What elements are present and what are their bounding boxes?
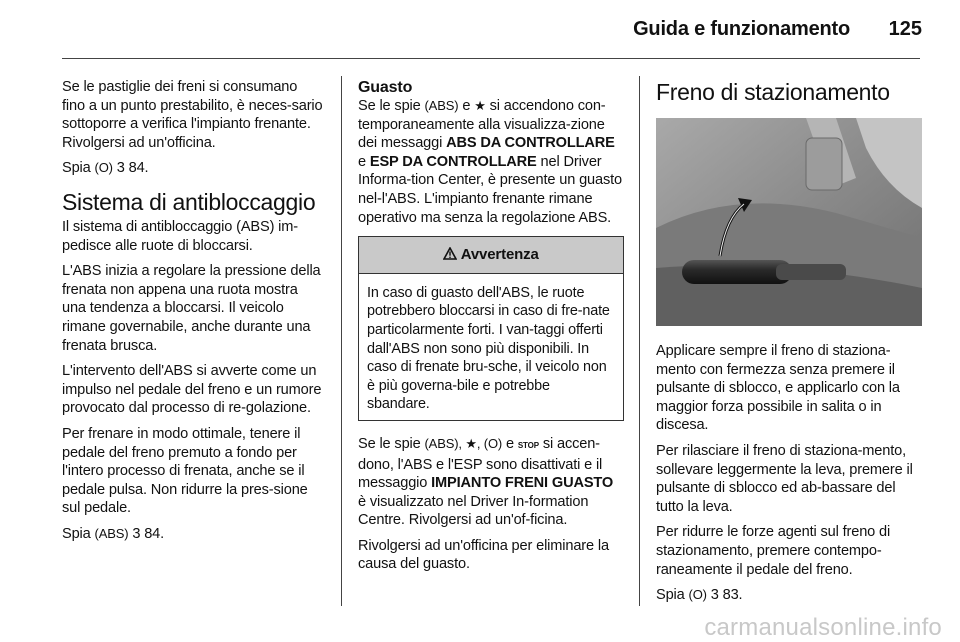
abs-warning-icon: (ABS) bbox=[94, 525, 129, 541]
warning-lamp-reference: Spia (ABS) 3 84. bbox=[62, 525, 165, 542]
paragraph: Rivolgersi ad un'officina per eliminare la causa del guasto. bbox=[358, 537, 609, 573]
paragraph: Il sistema di antibloccaggio (ABS) im-pedisce alle ruote di bloccarsi. bbox=[62, 218, 298, 254]
header-rule bbox=[62, 58, 920, 59]
column-divider-left bbox=[341, 76, 342, 606]
column-divider-right bbox=[639, 76, 640, 606]
paragraph: L'intervento dell'ABS si avverte come un impulso nel pedale del freno e un rumore provocato dal processo di re-golazione. bbox=[62, 363, 322, 417]
paragraph: Per rilasciare il freno di staziona-mento, sollevare leggermente la leva, premere il pulsante di sblocco ed ab-bassare del tutto la leva. bbox=[656, 442, 913, 515]
warning-lamp-reference: Spia (O) 3 84. bbox=[62, 160, 149, 177]
section-heading: Sistema di antibloccaggio bbox=[62, 188, 316, 215]
column-2 bbox=[358, 78, 624, 581]
subsection-heading: Guasto bbox=[358, 79, 413, 96]
column-1 bbox=[62, 78, 324, 550]
warning-triangle-icon bbox=[443, 246, 460, 263]
watermark: carmanualsonline.info bbox=[704, 614, 942, 641]
paragraph: Applicare sempre il freno di staziona-mento con fermezza senza premere il pulsante di sblocco, e applicarlo con la maggior forza possibile in salita o in discesa. bbox=[656, 343, 900, 434]
brake-warning-icon: (O) bbox=[94, 160, 113, 176]
column-3 bbox=[656, 78, 922, 612]
warning-header: Avvertenza bbox=[359, 237, 623, 274]
warning-text: In caso di guasto dell'ABS, le ruote potrebbero bloccarsi in caso di fre-nate particolarmente forti. I van-taggi offerti dall'ABS non sono più disponibili. In caso di frenate bru-sche, il veicolo non è più governa-bile e potrebbe sbandare. bbox=[367, 284, 610, 413]
stop-icon: STOP bbox=[517, 440, 539, 450]
paragraph: Per frenare in modo ottimale, tenere il pedale del freno premuto a fondo per l'intero processo di frenata, anche se il pedale pulsa. Non ridurre la pres-sione sul pedale. bbox=[62, 425, 308, 517]
page-ref-arrow-icon: 3 bbox=[710, 587, 719, 604]
abs-warning-icon: (ABS) bbox=[424, 98, 459, 113]
esp-warning-icon: ★ bbox=[474, 98, 486, 113]
page-ref-arrow-icon: 3 bbox=[116, 160, 125, 177]
paragraph: Se le spie (ABS), ★, (O) e STOP si accen-dono, l'ABS e l'ESP sono disattivati e il messaggio IMPIANTO FRENI GUASTO è visualizzato nel Driver In-formation Centre. Rivolgersi ad un'of-ficina. bbox=[358, 435, 614, 529]
paragraph: Per ridurre le forze agenti sul freno di stazionamento, premere contempo-raneamente il pedale del freno. bbox=[656, 524, 891, 578]
paragraph: L'ABS inizia a regolare la pressione della frenata non appena una ruota mostra una tendenza a bloccarsi. Il veicolo rimane governabile, anche durante una frenata brusca. bbox=[62, 263, 321, 354]
warning-lamp-reference: Spia (O) 3 83. bbox=[656, 587, 743, 604]
paragraph: Se le pastiglie dei freni si consumano fino a un punto prestabilito, è neces-sario sottoporre a verifica l'impianto frenante. Rivolgersi ad un'officina. bbox=[62, 79, 323, 151]
page-header-title: Guida e funzionamento bbox=[633, 18, 850, 40]
page-ref-arrow-icon: 3 bbox=[132, 525, 141, 542]
section-heading: Freno di stazionamento bbox=[656, 79, 890, 105]
warning-icons: (ABS), ★, (O) bbox=[424, 435, 503, 451]
page-number: 125 bbox=[888, 18, 922, 40]
paragraph: Se le spie (ABS) e ★ si accendono con-temporaneamente alla visualizza-zione dei messaggi ABS DA CONTROLLARE e ESP DA CONTROLLARE nel Driver Informa-tion Center, è presente un guasto nel-l'ABS. L'impianto frenante rimane operativo ma senza la regolazione ABS. bbox=[358, 98, 622, 226]
parking-brake-icon: (O) bbox=[688, 587, 707, 603]
parking-brake-photo bbox=[656, 118, 922, 326]
warning-box bbox=[358, 236, 624, 421]
